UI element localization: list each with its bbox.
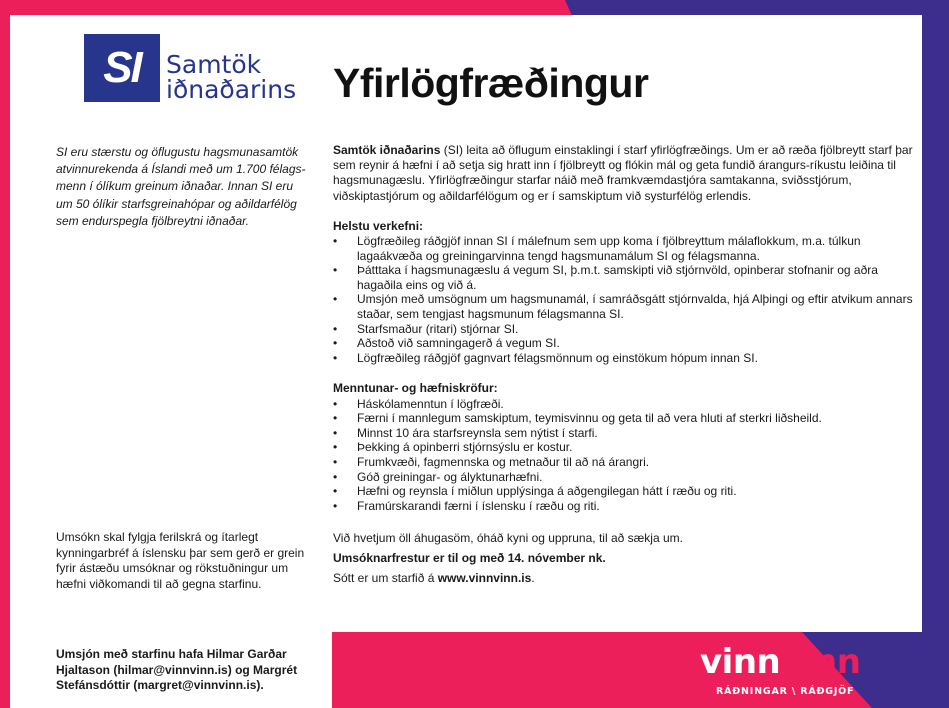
list-item: • Góð greiningar- og ályktunarhæfni. xyxy=(333,470,913,485)
si-logo-mark: SI xyxy=(84,34,160,102)
contact-info: Umsjón með starfinu hafa Hilmar Garðar Hjaltason (hilmar@vinnvinn.is) og Margrét Stefánsdóttir (margret@vinnvinn.is). xyxy=(56,647,298,692)
list-item: • Minnst 10 ára starfsreynsla sem nýtist í starfi. xyxy=(333,426,913,441)
list-item: • Umsjón með umsögnum um hagsmunamál, í samráðsgátt stjórnvalda, hjá Alþingi og eftir atvikum annars staðar, sem tengjast hagsmunum félagsmanna SI. xyxy=(333,292,913,321)
duties-list xyxy=(333,234,913,365)
list-item: • Hæfni og reynsla í miðlun upplýsinga á aðgengilegan hátt í ræðu og riti. xyxy=(333,484,913,499)
apply-link[interactable]: www.vinnvinn.is xyxy=(437,571,532,586)
apply-prefix: Sótt er um starfið á xyxy=(333,571,438,586)
list-item: • Aðstoð við samningagerð á vegum SI. xyxy=(333,336,913,351)
job-title: Yfirlögfræðingur xyxy=(333,60,649,106)
duties-heading: Helstu verkefni: xyxy=(333,218,424,233)
vinnvinn-tagline: RÁÐNINGAR \ RÁÐGJÖF xyxy=(716,686,855,697)
application-instructions: Umsókn skal fylgja ferilskrá og ítarlegt kynningarbréf á íslensku þar sem gerð er grein fyrir ástæðu umsóknar og rökstuðningur um hæfni viðkomandi til að gegna starfinu. xyxy=(56,530,305,591)
vinnvinn-logo xyxy=(700,642,861,682)
list-item: • Lögfræðileg ráðgjöf gagnvart félagsmönnum og einstökum hópum innan SI. xyxy=(333,351,913,366)
list-item: • Þekking á opinberri stjórnsýslu er kostur. xyxy=(333,440,913,455)
list-item: • Starfsmaður (ritari) stjórnar SI. xyxy=(333,322,913,337)
si-logo-line2: iðnaðarins xyxy=(166,75,297,104)
apply-suffix: . xyxy=(531,571,535,586)
requirements-list xyxy=(333,397,913,514)
si-logo-text xyxy=(166,52,296,102)
list-item: • Framúrskarandi færni í íslensku í ræðu og riti. xyxy=(333,499,913,514)
main-content xyxy=(333,143,913,586)
intro-lead: Samtök iðnaðarins xyxy=(333,143,441,157)
vinnvinn-logo-part2: vinn xyxy=(780,642,861,682)
list-item: • Frumkvæði, fagmennska og metnaður til að ná árangri. xyxy=(333,455,913,470)
list-item: • Þátttaka í hagsmunagæslu á vegum SI, þ.m.t. samskipti við stjórnvöld, opinberar stofnanir og aðra hagaðila eins og við á. xyxy=(333,263,913,292)
requirements-heading: Menntunar- og hæfniskröfur: xyxy=(333,381,498,396)
si-description: SI eru stærstu og öflugustu hagsmunasamtök atvinnurekenda á Íslandi með um 1.700 félags-menn í ólíkum greinum iðnaðar. Innan SI eru um 50 ólíkir starfsgreinahópar og aðildarfélög sem endurspegla fjölbreytni iðnaðar. xyxy=(56,145,306,228)
si-logo-line1: Samtök xyxy=(166,50,262,79)
intro-paragraph xyxy=(333,143,913,204)
list-item: • Lögfræðileg ráðgjöf innan SI í málefnum sem upp koma í fjölbreyttum málaflokkum, m.a. túlkun lagaákvæða og greiningarvinna tengd hagsmunamálum SI og félagsmanna. xyxy=(333,234,913,263)
list-item: • Færni í mannlegum samskiptum, teymisvinnu og geta til að vera hluti af sterkri liðsheild. xyxy=(333,411,913,426)
deadline-text: Umsóknarfrestur er til og með 14. nóvember nk. xyxy=(333,551,606,566)
encourage-text: Við hvetjum öll áhugasöm, óháð kyni og uppruna, til að sækja um. xyxy=(333,531,683,546)
intro-body: (SI) leita að öflugum einstaklingi í starf yfirlögfræðings. Um er að ræða fjölbreytt starf þar sem reynir á hæfni í að setja sig hratt inn í fjölbreytt og flókin mál og geta fundið árangurs-ríkustu leiðina til hagsmunagæslu. Yfirlögfræðingur starfar náið með framkvæmdastjóra samtakanna, sviðsstjórum, viðskiptastjórum og aðildarfélögum og er í samskiptum við systurfélög erlendis. xyxy=(333,143,913,203)
list-item: • Háskólamenntun í lögfræði. xyxy=(333,397,913,412)
apply-line xyxy=(333,571,913,586)
vinnvinn-logo-part1: vinn xyxy=(700,642,781,682)
closing-section xyxy=(333,531,913,586)
